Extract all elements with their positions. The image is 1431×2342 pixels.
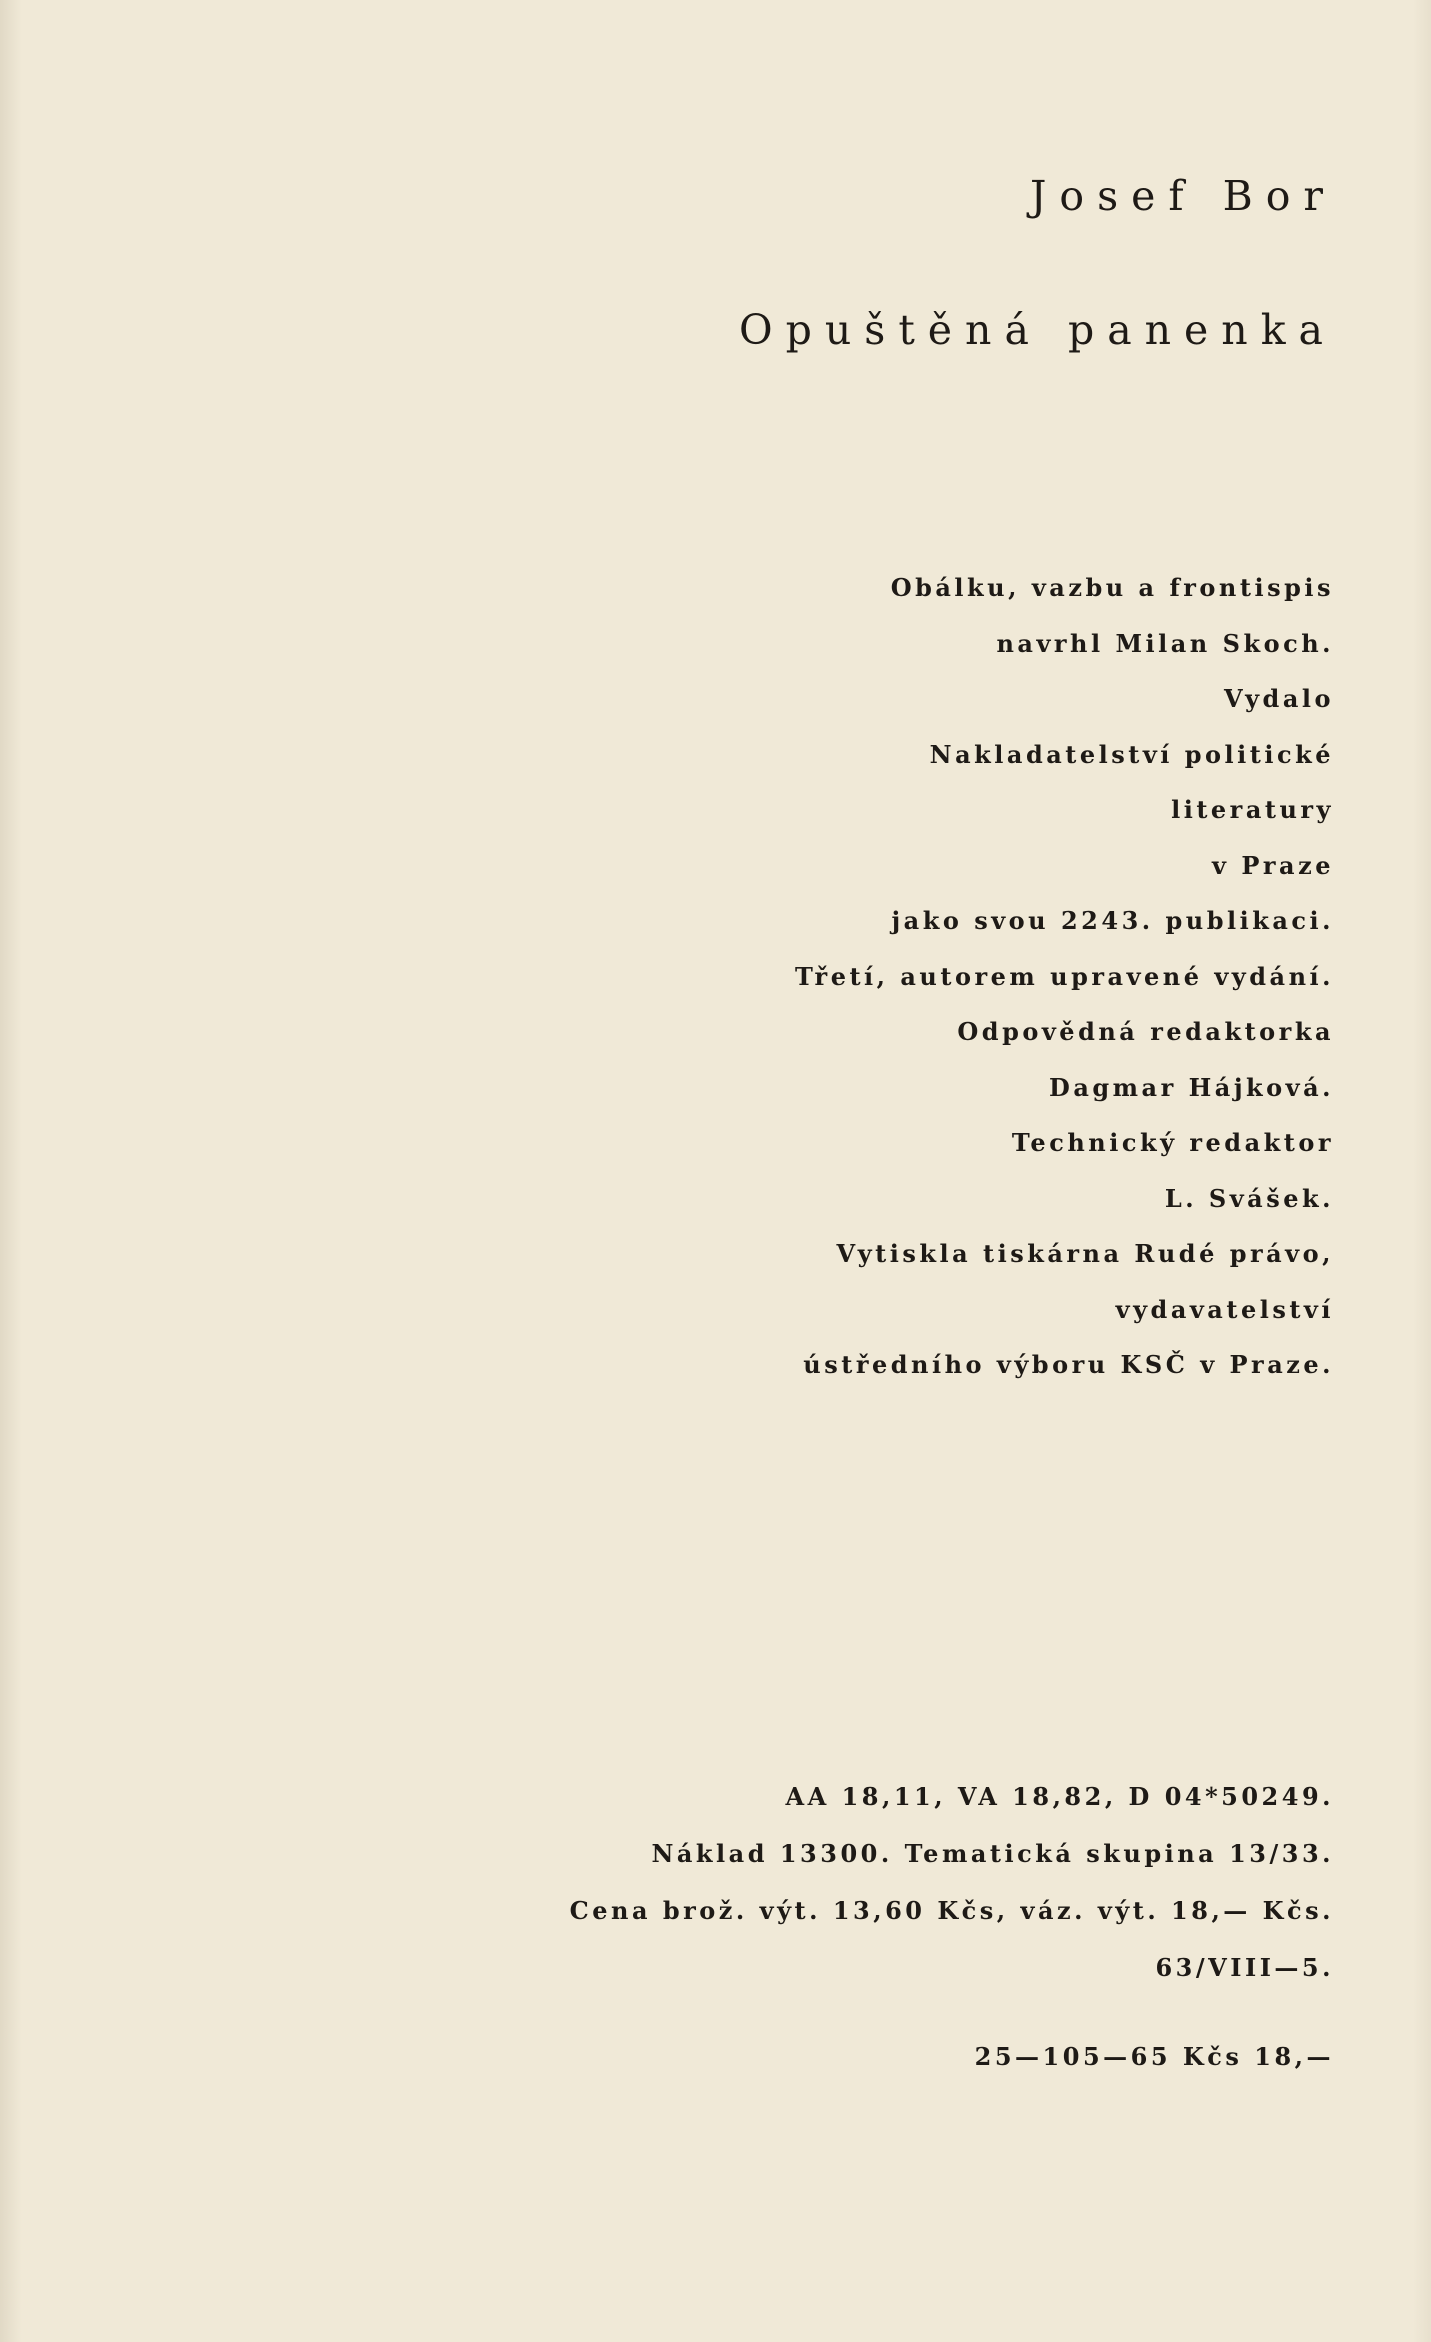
colophon-line: ústředního výboru KSČ v Praze. (803, 1350, 1334, 1379)
colophon-line: Vydalo (1223, 684, 1334, 713)
colophon-line: jako svou 2243. publikaci. (891, 906, 1334, 935)
colophon-line: Technický redaktor (1011, 1128, 1334, 1157)
colophon-line: vydavatelství (1115, 1294, 1334, 1324)
colophon-line: Vytiskla tiskárna Rudé právo, (836, 1239, 1334, 1268)
colophon-line: Dagmar Hájková. (1049, 1072, 1334, 1102)
colophon-line: v Praze (1212, 850, 1334, 880)
colophon-line: Odpovědná redaktorka (957, 1017, 1334, 1046)
colophon (534, 560, 1334, 1393)
colophon-line: Obálku, vazbu a frontispis (890, 573, 1334, 602)
publication-info-line: AA 18,11, VA 18,82, D 04*50249. (785, 1782, 1334, 1811)
publication-info-line: Cena brož. výt. 13,60 Kčs, váz. výt. 18,— Kčs. (569, 1896, 1334, 1925)
colophon-line: Nakladatelství politické (929, 739, 1334, 769)
colophon-line: navrhl Milan Skoch. (996, 628, 1334, 658)
price-code: 25—105—65 Kčs 18,— (974, 2042, 1334, 2071)
colophon-line: L. Svášek. (1164, 1183, 1334, 1213)
author-name: Josef Bor (1029, 172, 1336, 220)
publication-info (434, 1768, 1334, 1996)
colophon-line: Třetí, autorem upravené vydání. (794, 961, 1334, 991)
book-title: Opuštěná panenka (739, 306, 1336, 354)
publication-info-line: 63/VIII—5. (1155, 1953, 1334, 1982)
publication-info-line: Náklad 13300. Tematická skupina 13/33. (651, 1839, 1334, 1868)
colophon-line: literatury (1171, 795, 1334, 824)
